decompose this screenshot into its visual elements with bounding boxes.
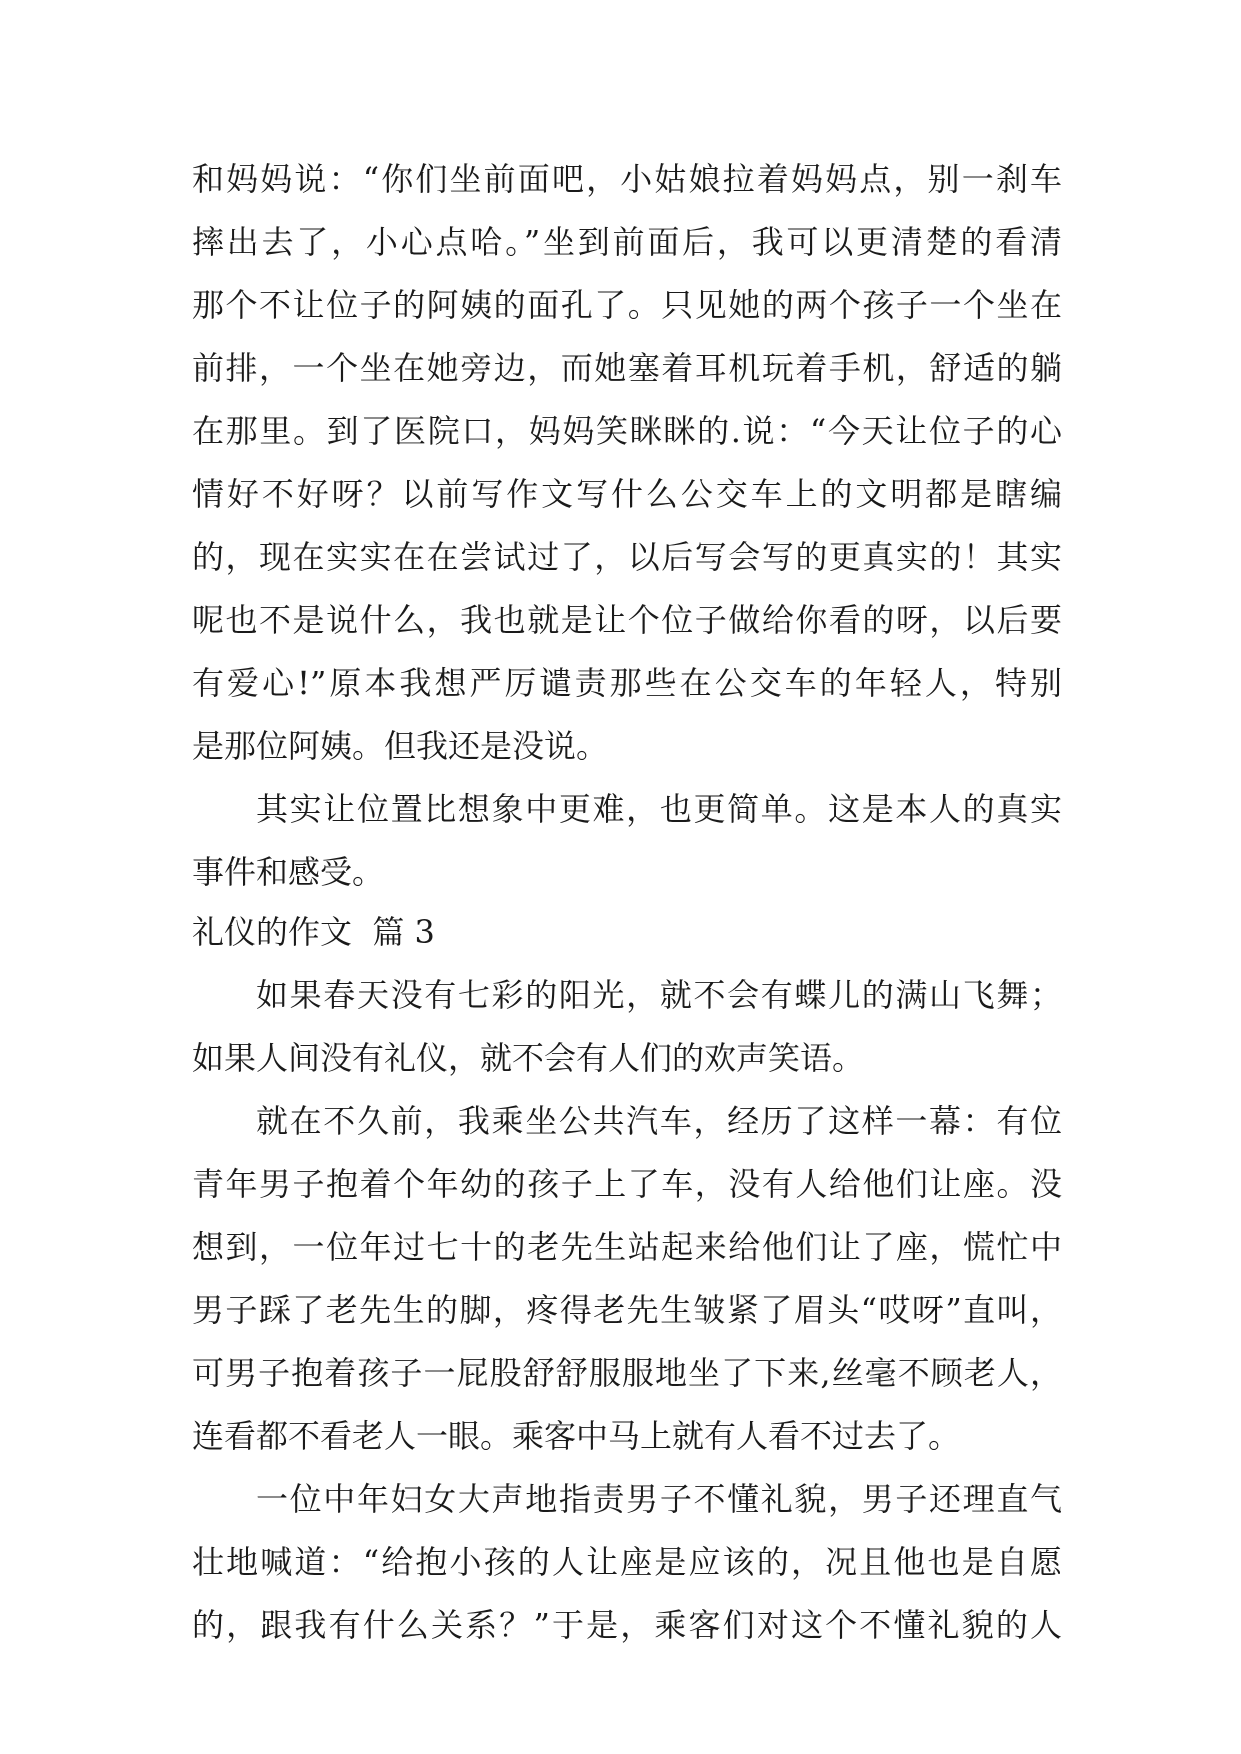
- paragraph-line: 是那位阿姨。但我还是没说。: [192, 727, 609, 765]
- paragraph-line: 呢也不是说什么，我也就是让个位子做给你看的呀，以后要: [192, 601, 1062, 639]
- paragraph-line: 情好不好呀？以前写作文写什么公交车上的文明都是瞎编: [192, 475, 1062, 513]
- paragraph-line: 青年男子抱着个年幼的孩子上了车，没有人给他们让座。没: [192, 1165, 1062, 1203]
- paragraph-line: 如果人间没有礼仪，就不会有人们的欢声笑语。: [192, 1039, 865, 1077]
- paragraph-line: 男子踩了老先生的脚，疼得老先生皱紧了眉头“哎呀”直叫，: [192, 1291, 1062, 1329]
- paragraph-line: 事件和感受。: [192, 853, 385, 891]
- paragraph-line: 在那里。到了医院口，妈妈笑眯眯的.说：“今天让位子的心: [192, 412, 1062, 450]
- paragraph-line: 可男子抱着孩子一屁股舒舒服服地坐了下来,丝毫不顾老人，: [192, 1354, 1062, 1392]
- paragraph-line: 如果春天没有七彩的阳光，就不会有蝶儿的满山飞舞；: [256, 976, 1062, 1014]
- paragraph-line: 和妈妈说：“你们坐前面吧，小姑娘拉着妈妈点，别一刹车: [192, 160, 1062, 198]
- paragraph-line: 一位中年妇女大声地指责男子不懂礼貌，男子还理直气: [256, 1480, 1062, 1518]
- paragraph-line: 那个不让位子的阿姨的面孔了。只见她的两个孩子一个坐在: [192, 286, 1062, 324]
- paragraph-line: 前排，一个坐在她旁边，而她塞着耳机玩着手机，舒适的躺: [192, 349, 1062, 387]
- paragraph-line: 就在不久前，我乘坐公共汽车，经历了这样一幕：有位: [256, 1102, 1062, 1140]
- section-heading: 礼仪的作文 篇 3: [192, 913, 435, 951]
- paragraph-line: 想到，一位年过七十的老先生站起来给他们让了座，慌忙中: [192, 1228, 1062, 1266]
- paragraph-line: 有爱心!”原本我想严厉谴责那些在公交车的年轻人，特别: [192, 664, 1062, 702]
- paragraph-line: 连看都不看老人一眼。乘客中马上就有人看不过去了。: [192, 1417, 961, 1455]
- paragraph-line: 壮地喊道：“给抱小孩的人让座是应该的，况且他也是自愿: [192, 1543, 1062, 1581]
- paragraph-line: 的，现在实实在在尝试过了，以后写会写的更真实的！其实: [192, 538, 1062, 576]
- paragraph-line: 的，跟我有什么关系？”于是，乘客们对这个不懂礼貌的人: [192, 1606, 1062, 1644]
- paragraph-line: 摔出去了，小心点哈。”坐到前面后，我可以更清楚的看清: [192, 223, 1062, 261]
- paragraph-line: 其实让位置比想象中更难，也更简单。这是本人的真实: [256, 790, 1062, 828]
